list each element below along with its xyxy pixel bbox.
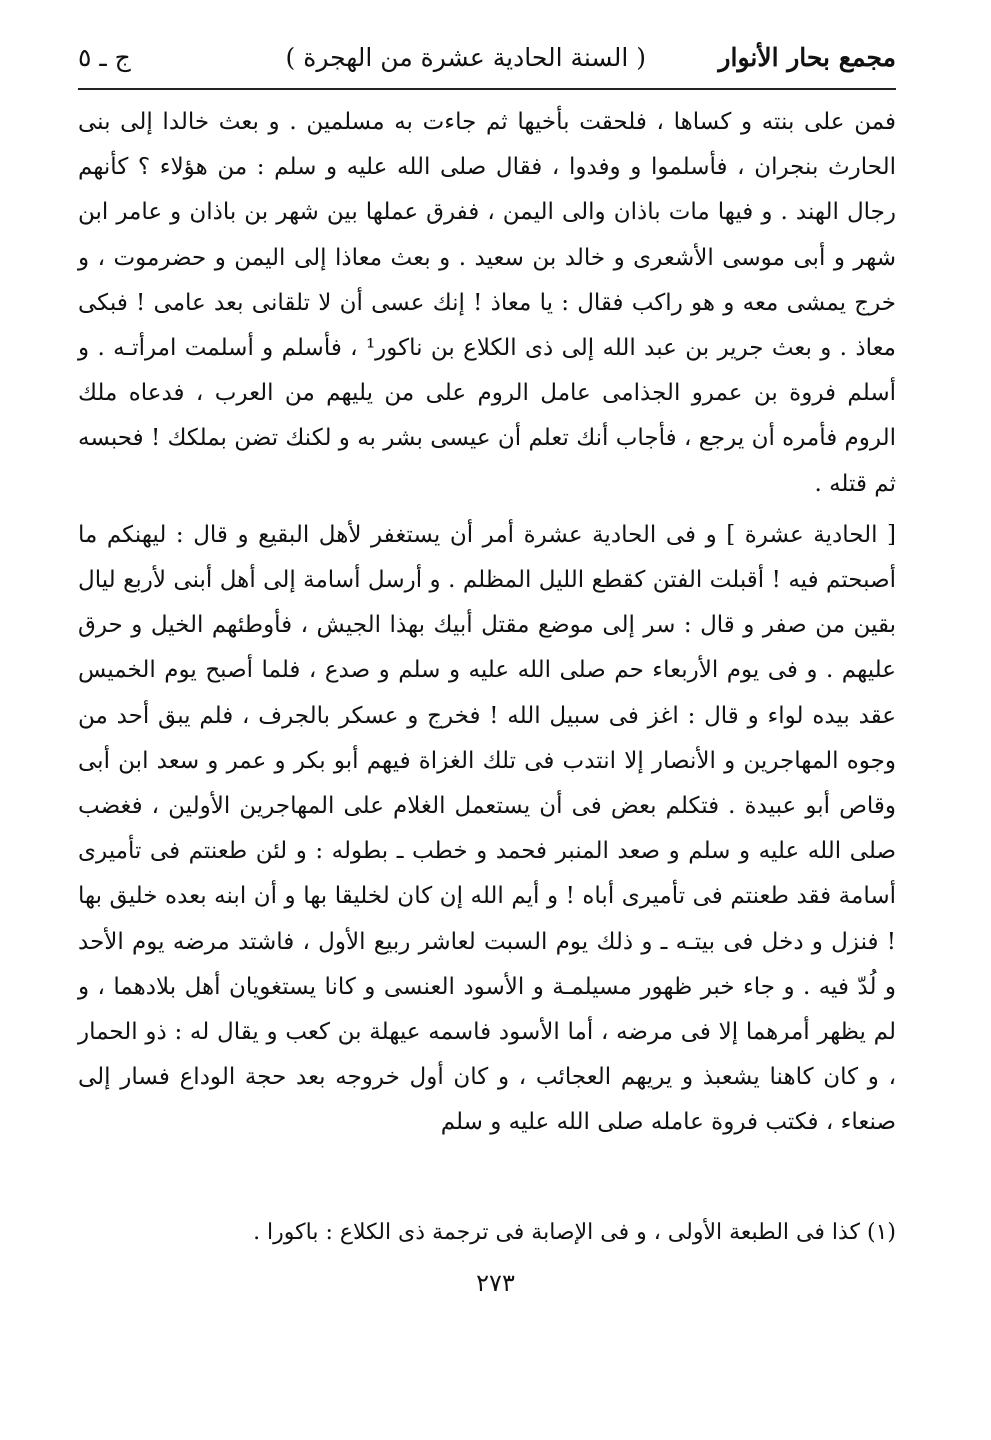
- paragraph-1: فمن على بنته و كساها ، فلحقت بأخيها ثم جاءت به مسلمين . و بعث خالدا إلى بنى الحارث بنجران ، فأسلموا و وفدوا ، فقال صلى الله عليه و سلم : من هؤلاء ؟ كأنهم رجال الهند . و فيها مات باذان والى اليمن ، ففرق عملها بين شهر بن باذان و عامر ابن شهر و أبى موسى الأشعرى و خالد بن سعيد . و بعث معاذا إلى اليمن و حضرموت ، و خرج يمشى معه و هو راكب فقال : يا معاذ ! إنك عسى أن لا تلقانى بعد عامى ! فبكى معاذ . و بعث جرير بن عبد الله إلى ذى الكلاع بن ناكور¹ ، فأسلم و أسلمت امرأتـه . و أسلم فروة بن عمرو الجذامى عامل الروم على من يليهم من العرب ، فدعاه ملك الروم فأمره أن يرجع ، فأجاب أنك تعلم أن عيسى بشر به و لكنك تضن بملكك ! فحبسه ثم قتله .: [78, 109, 896, 497]
- book-title: مجمع بحار الأنوار: [718, 43, 896, 72]
- page-number: ٢٧٣: [476, 1269, 515, 1297]
- running-header: [78, 36, 896, 86]
- volume-label: ج ـ ٥: [78, 43, 131, 72]
- footnote: (١) كذا فى الطبعة الأولى ، و فى الإصابة فى ترجمة ذى الكلاع : باكورا .: [253, 1220, 896, 1245]
- section-title: ( السنة الحادية عشرة من الهجرة ): [285, 43, 646, 72]
- header-divider: [78, 88, 896, 90]
- paragraph-2: [ الحادية عشرة ] و فى الحادية عشرة أمر أن يستغفر لأهل البقيع و قال : ليهنكم ما أصبحتم فيه ! أقبلت الفتن كقطع الليل المظلم . و أرسل أسامة إلى أهل أبنى لأربع ليال بقين من صفر و قال : سر إلى موضع مقتل أبيك بهذا الجيش ، فأوطئهم الخيل و حرق عليهم . و فى يوم الأربعاء حم صلى الله عليه و سلم و صدع ، فلما أصبح يوم الخميس عقد بيده لواء و قال : اغز فى سبيل الله ! فخرج و عسكر بالجرف ، فلم يبق أحد من وجوه المهاجرين و الأنصار إلا انتدب فى تلك الغزاة فيهم أبو بكر و عمر و سعد ابن أبى وقاص أبو عبيدة . فتكلم بعض فى أن يستعمل الغلام على المهاجرين الأولين ، فغضب صلى الله عليه و سلم و صعد المنبر فحمد و خطب ـ بطوله : و لئن طعنتم فى تأميرى أسامة فقد طعنتم فى تأميرى أباه ! و أيم الله إن كان لخليقا بها و أن ابنه بعده خليق بها ! فنزل و دخل فى بيتـه ـ و ذلك يوم السبت لعاشر ربيع الأول ، فاشتد مرضه يوم الأحد و لُدّ فيه . و جاء خبر ظهور مسيلمـة و الأسود العنسى و كانا يستغويان أهل بلادهما ، و لم يظهر أمرهما إلا فى مرضه ، أما الأسود فاسمه عيهلة بن كعب و يقال له : ذو الحمار ، و كان كاهنا يشعبذ و يريهم العجائب ، و كان أول خروجه بعد حجة الوداع فسار إلى صنعاء ، فكتب فروة عامله صلى الله عليه و سلم: [78, 521, 896, 1136]
- main-text: [78, 100, 896, 1146]
